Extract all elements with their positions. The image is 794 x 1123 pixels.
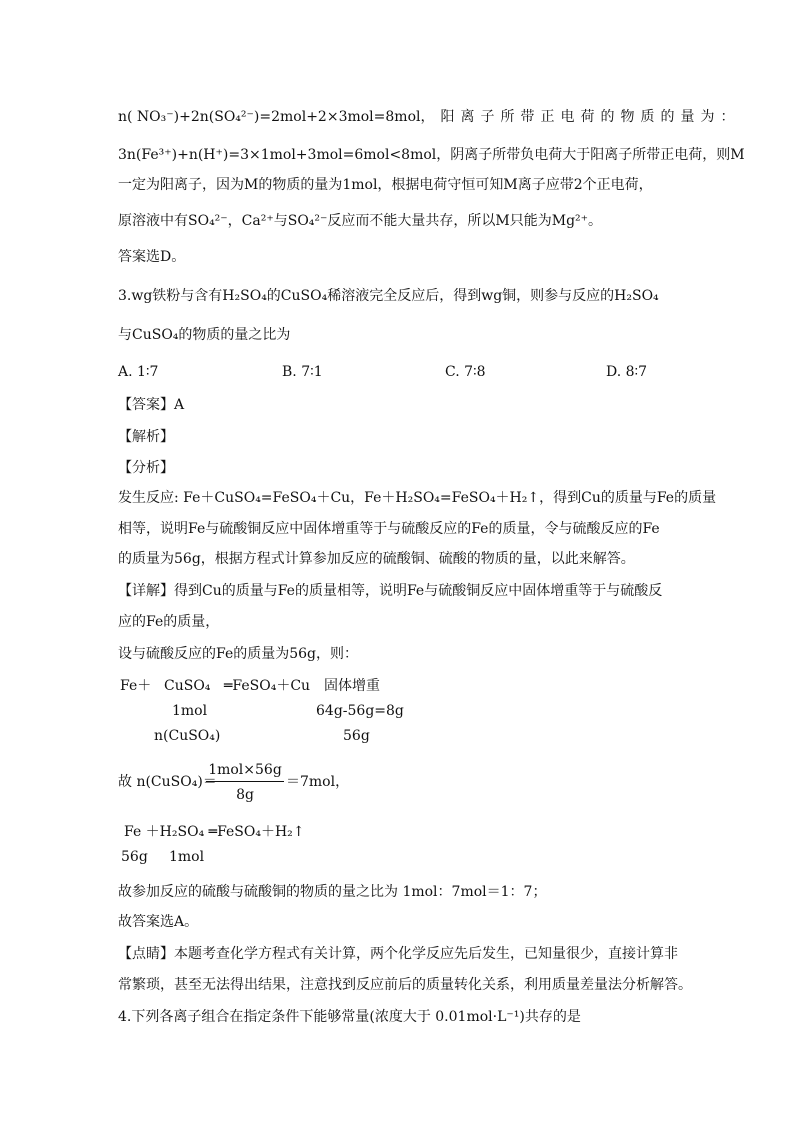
option-b: B. 7∶1 [282, 364, 323, 380]
analysis-line: 发生反应: Fe＋CuSO₄=FeSO₄＋Cu，Fe＋H₂SO₄=FeSO₄＋H₂↑，得到Cu的质量与Fe的质量 [118, 490, 717, 506]
question-4-stem: 4.下列各离子组合在指定条件下能够常量(浓度大于 0.01mol·L⁻¹)共存的是 [118, 1009, 581, 1025]
eq1-products: ═FeSO₄＋Cu [224, 678, 311, 694]
detail-line: 应的Fe的质量， [118, 614, 220, 630]
detail-line: 设与硫酸反应的Fe的质量为56g，则： [118, 646, 359, 662]
fraction-result: ＝7mol， [286, 774, 350, 790]
eq2-56g: 56g [121, 849, 148, 865]
analysis-line: 的质量为56g，根据方程式计算参加反应的硫酸铜、硫酸的物质的量，以此来解答。 [118, 551, 635, 567]
analysis-line: 相等，说明Fe与硫酸铜反应中固体增重等于与硫酸反应的Fe的质量，令与硫酸反应的Fe [118, 521, 660, 537]
charge-text: ，阳离子所带正电荷的物质的量为： [420, 109, 741, 125]
eq1-mass-gain-label: 固体增重 [324, 678, 380, 694]
charge-equation: n( NO₃⁻)+2n(SO₄²⁻)=2mol+2×3mol=8mol [118, 109, 421, 125]
option-c: C. 7∶8 [445, 364, 486, 380]
question-3-stem: 与CuSO₄的物质的量之比为 [118, 327, 291, 343]
eq1-56g: 56g [343, 728, 370, 744]
fraction-denominator: 8g [236, 787, 254, 803]
tip-line: 常繁琐，甚至无法得出结果，注意找到反应前后的质量转化关系，利用质量差量法分析解答。 [118, 977, 692, 993]
eq1-mass-diff: 64g-56g=8g [316, 703, 404, 719]
tip-line: 【点睛】本题考查化学方程式有关计算，两个化学反应先后发生，已知量很少，直接计算非 [118, 946, 678, 962]
option-d: D. 8∶7 [606, 364, 648, 380]
text-line: 原溶液中有SO₄²⁻，Ca²⁺与SO₄²⁻反应而不能大量共存，所以M只能为Mg²⁺。 [118, 213, 603, 229]
text-line: 一定为阳离子，因为M的物质的量为1mol，根据电荷守恒可知M离子应带2个正电荷， [118, 177, 653, 193]
eq2-reaction: Fe ＋H₂SO₄ ═FeSO₄＋H₂↑ [124, 824, 305, 840]
section-heading: 【分析】 [118, 460, 174, 476]
question-3-stem: 3.wg铁粉与含有H₂SO₄的CuSO₄稀溶液完全反应后，得到wg铜，则参与反应的H₂SO₄ [118, 288, 659, 304]
option-a: A. 1∶7 [118, 364, 159, 380]
conclusion-line: 故答案选A。 [118, 914, 199, 930]
text-line [118, 108, 741, 126]
eq1-fe: Fe＋ [120, 678, 152, 694]
eq1-n-cuso4: n(CuSO₄) [154, 728, 221, 744]
detail-line: 【详解】得到Cu的质量与Fe的质量相等，说明Fe与硫酸铜反应中固体增重等于与硫酸反 [118, 583, 663, 599]
fraction-bar [206, 781, 284, 782]
eq1-cuso4: CuSO₄ [164, 678, 211, 694]
text-line: 答案选D。 [118, 249, 186, 265]
section-heading: 【解析】 [118, 429, 174, 445]
conclusion-line: 故参加反应的硫酸与硫酸铜的物质的量之比为 1mol：7mol＝1：7； [118, 884, 547, 900]
answer-label: 【答案】A [118, 397, 185, 413]
fraction-prefix: 故 n(CuSO₄)＝ [118, 774, 217, 790]
eq1-mol: 1mol [172, 703, 208, 719]
fraction-numerator: 1mol×56g [208, 762, 282, 778]
eq2-mol: 1mol [169, 849, 205, 865]
text-line: 3n(Fe³⁺)+n(H⁺)=3×1mol+3mol=6mol<8mol，阴离子所带负电荷大于阳离子所带正电荷，则M [118, 147, 745, 163]
